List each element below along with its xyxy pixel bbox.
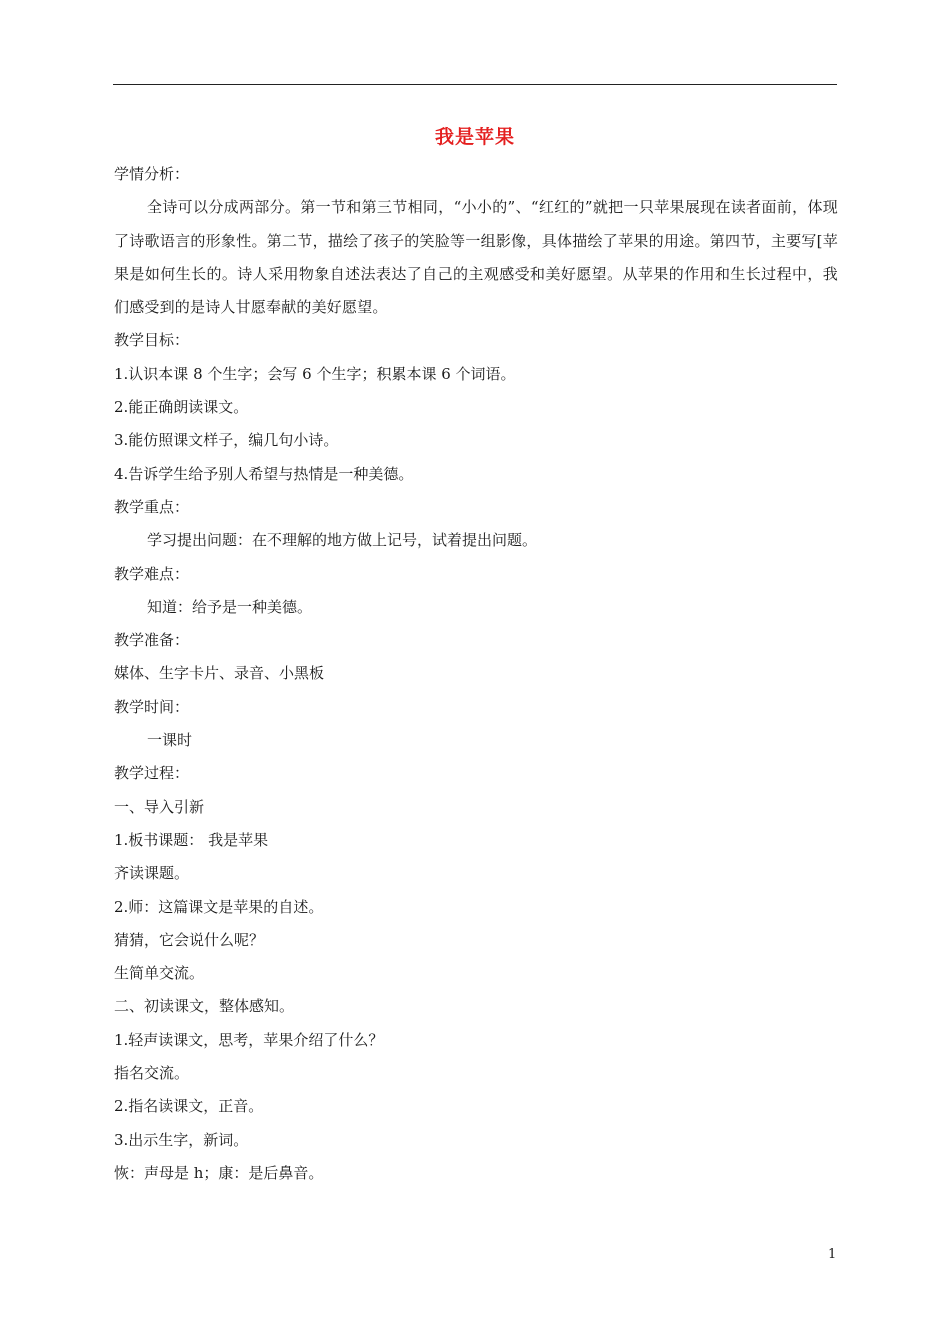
- process-step: 1.轻声读课文，思考，苹果介绍了什么？: [114, 1030, 384, 1049]
- header-rule: [113, 84, 837, 85]
- time-text: 一课时: [147, 731, 193, 750]
- process-step: 一、导入引新: [114, 797, 205, 816]
- time-heading: 教学时间：: [114, 697, 190, 716]
- analysis-paragraph: 全诗可以分成两部分。第一节和第三节相同，“小小的”、“红红的”就把一只苹果展现在读者面前，体现了诗歌语言的形象性。第二节，描绘了孩子的笑脸等一组影像，具体描绘了苹果的用途。第四节，主要写[苹果是如何生长的。诗人采用物象自述法表达了自己的主观感受和美好愿望。从苹果的作用和生长过程中，我们感受到的是诗人甘愿奉献的美好愿望。: [114, 198, 838, 317]
- process-step: 3.出示生字，新词。: [114, 1130, 249, 1149]
- process-step: 1.板书课题： 我是苹果: [114, 830, 269, 849]
- process-step: 2.指名读课文，正音。: [114, 1097, 264, 1116]
- process-step: 二、初读课文，整体感知。: [114, 997, 295, 1016]
- difficulty-text: 知道：给予是一种美德。: [147, 597, 313, 616]
- prep-heading: 教学准备：: [114, 631, 190, 650]
- process-step: 生简单交流。: [114, 964, 205, 983]
- process-step: 齐读课题。: [114, 864, 190, 883]
- document-body: [114, 158, 838, 1190]
- key-text: 学习提出问题：在不理解的地方做上记号，试着提出问题。: [147, 531, 538, 550]
- goal-item: 3.能仿照课文样子，编几句小诗。: [114, 431, 339, 450]
- prep-text: 媒体、生字卡片、录音、小黑板: [114, 664, 325, 683]
- page-number: 1: [828, 1247, 837, 1262]
- process-step: 指名交流。: [114, 1064, 190, 1083]
- goal-item: 1.认识本课 8 个生字；会写 6 个生字；积累本课 6 个词语。: [114, 364, 516, 383]
- key-heading: 教学重点：: [114, 497, 190, 516]
- process-step: 恢：声母是 h；康：是后鼻音。: [114, 1163, 324, 1182]
- analysis-heading: 学情分析：: [114, 165, 190, 183]
- document-title: 我是苹果: [434, 126, 515, 148]
- goal-item: 4.告诉学生给予别人希望与热情是一种美德。: [114, 464, 414, 483]
- process-step: 猜猜，它会说什么呢？: [114, 930, 265, 949]
- process-heading: 教学过程：: [114, 764, 190, 783]
- goal-item: 2.能正确朗读课文。: [114, 398, 249, 417]
- difficulty-heading: 教学难点：: [114, 564, 190, 583]
- process-step: 2.师：这篇课文是苹果的自述。: [114, 897, 324, 916]
- goals-heading: 教学目标：: [114, 331, 190, 350]
